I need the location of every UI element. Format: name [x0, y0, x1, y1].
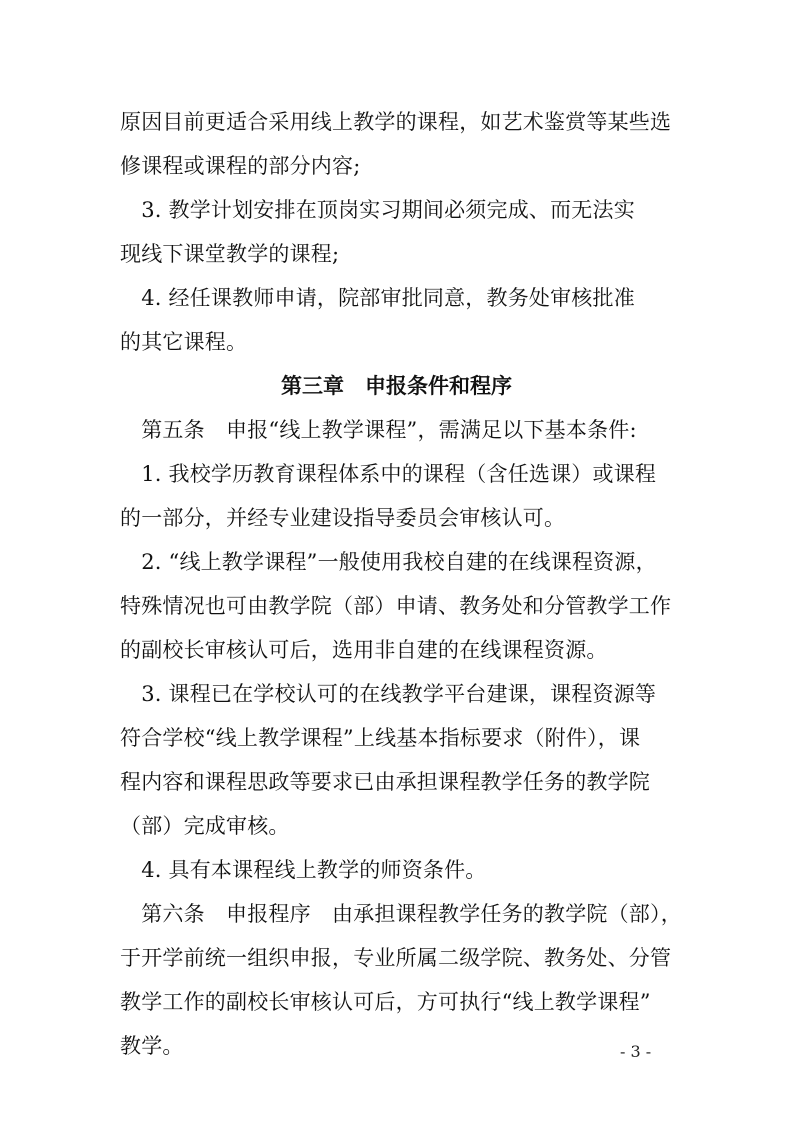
text-line-14: 符合学校“线上教学课程”上线基本指标要求（附件），课: [120, 726, 641, 750]
text-line-21: 教学。: [120, 1034, 184, 1058]
text-line-10: 2. “线上教学课程”一般使用我校自建的在线课程资源，: [120, 550, 657, 574]
text-line-7: 第五条 申报“线上教学课程”，需满足以下基本条件:: [120, 418, 637, 442]
text-line-13: 3. 课程已在学校认可的在线教学平台建课，课程资源等: [120, 682, 657, 706]
text-line-17: 4. 具有本课程线上教学的师资条件。: [120, 858, 487, 882]
text-line-9: 的一部分，并经专业建设指导委员会审核认可。: [120, 506, 566, 530]
text-line-18: 第六条 申报程序 由承担课程教学任务的教学院（部），: [120, 902, 682, 926]
text-line-8: 1. 我校学历教育课程体系中的课程（含任选课）或课程: [120, 462, 657, 486]
text-line-11: 特殊情况也可由教学院（部）申请、教务处和分管教学工作: [120, 594, 672, 618]
text-line-19: 于开学前统一组织申报，专业所属二级学院、教务处、分管: [120, 946, 672, 970]
text-line-6: 的其它课程。: [120, 330, 248, 354]
text-line-1: 原因目前更适合采用线上教学的课程，如艺术鉴赏等某些选: [120, 110, 672, 134]
page-number: - 3 -: [620, 1042, 652, 1061]
text-line-2: 修课程或课程的部分内容;: [120, 154, 361, 178]
text-line-4: 现线下课堂教学的课程;: [120, 242, 340, 266]
chapter-heading: 第三章 申报条件和程序: [281, 374, 512, 398]
text-line-15: 程内容和课程思政等要求已由承担课程教学任务的教学院: [120, 770, 650, 794]
text-line-3: 3. 教学计划安排在顶岗实习期间必须完成、而无法实: [120, 198, 635, 222]
text-line-20: 教学工作的副校长审核认可后，方可执行“线上教学课程”: [120, 990, 651, 1014]
text-line-5: 4. 经任课教师申请，院部审批同意，教务处审核批准: [120, 286, 635, 310]
text-line-16: （部）完成审核。: [120, 814, 290, 838]
text-line-12: 的副校长审核认可后，选用非自建的在线课程资源。: [120, 638, 608, 662]
